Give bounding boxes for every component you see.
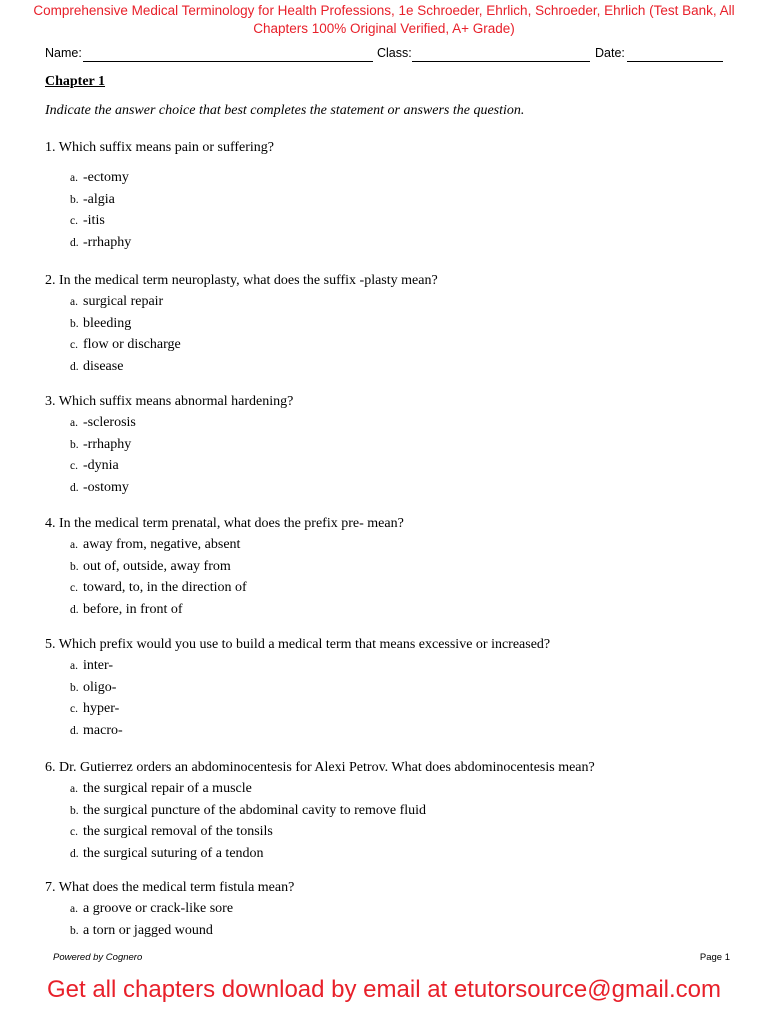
option-letter: a.: [70, 172, 78, 184]
option-letter: c.: [70, 339, 78, 352]
option-letter: d.: [70, 360, 79, 373]
option-letter: c.: [70, 460, 78, 473]
option-text: -itis: [83, 213, 105, 229]
question-text: 3. Which suffix means abnormal hardening?: [45, 394, 294, 409]
option-letter: a.: [70, 903, 78, 915]
option-letter: b.: [70, 924, 79, 937]
option-text: before, in front of: [83, 601, 183, 617]
question-item: [45, 272, 438, 379]
option-text: away from, negative, absent: [83, 537, 241, 552]
answer-option[interactable]: [45, 780, 595, 802]
answer-option[interactable]: [45, 601, 404, 623]
answer-option[interactable]: [45, 358, 438, 380]
option-text: disease: [83, 358, 124, 374]
option-text: toward, to, in the direction of: [83, 580, 247, 596]
option-text: inter-: [83, 658, 114, 673]
option-text: a torn or jagged wound: [83, 922, 213, 938]
question-text: 7. What does the medical term fistula mean?: [45, 880, 295, 895]
name-label: Name:: [45, 46, 82, 60]
option-text: the surgical suturing of a tendon: [83, 845, 264, 861]
answer-option[interactable]: [45, 700, 550, 722]
question-item: [45, 393, 293, 500]
answer-option[interactable]: [45, 845, 595, 867]
student-info-header: [45, 44, 725, 64]
page-number: Page 1: [699, 952, 730, 963]
question-item: [45, 636, 550, 743]
answer-option[interactable]: [45, 802, 595, 824]
answer-option[interactable]: [45, 657, 550, 679]
option-text: bleeding: [83, 315, 132, 331]
option-text: the surgical puncture of the abdominal cavity to remove fluid: [83, 802, 427, 818]
option-letter: c.: [70, 826, 78, 839]
answer-option[interactable]: [45, 922, 294, 944]
option-letter: a.: [70, 783, 78, 795]
answer-options: [45, 169, 274, 255]
answer-options: [45, 536, 404, 622]
answer-option[interactable]: [45, 679, 550, 701]
date-label: Date:: [595, 46, 625, 60]
option-letter: a.: [70, 417, 78, 429]
question-item: [45, 879, 294, 943]
chapter-title: Chapter 1: [45, 74, 106, 89]
option-text: -rrhaphy: [83, 234, 132, 250]
answer-option[interactable]: [45, 722, 550, 744]
answer-options: [45, 414, 293, 500]
option-text: flow or discharge: [83, 337, 181, 353]
answer-option[interactable]: [45, 479, 293, 501]
answer-option[interactable]: [45, 558, 404, 580]
option-text: -ectomy: [83, 170, 129, 185]
instructions: Indicate the answer choice that best completes the statement or answers the question.: [45, 103, 525, 118]
answer-options: [45, 780, 595, 866]
name-field-line[interactable]: [83, 61, 373, 62]
option-letter: b.: [70, 193, 79, 206]
question-item: [45, 759, 595, 866]
answer-option[interactable]: [45, 191, 274, 213]
option-text: the surgical repair of a muscle: [83, 781, 252, 796]
question-text: 6. Dr. Gutierrez orders an abdominocentesis for Alexi Petrov. What does abdominocentesis mean?: [45, 760, 595, 775]
answer-option[interactable]: [45, 212, 274, 234]
option-text: the surgical removal of the tonsils: [83, 824, 273, 840]
question-text: 5. Which prefix would you use to build a medical term that means excessive or increased?: [45, 637, 551, 652]
option-text: -algia: [83, 191, 115, 207]
question-item: [45, 515, 404, 622]
option-letter: d.: [70, 603, 79, 616]
powered-by: Powered by Cognero: [53, 952, 143, 963]
answer-options: [45, 293, 438, 379]
answer-option[interactable]: [45, 234, 274, 256]
option-text: -ostomy: [83, 479, 129, 495]
answer-option[interactable]: [45, 315, 438, 337]
question-text: 4. In the medical term prenatal, what does the prefix pre- mean?: [45, 516, 404, 531]
question-text: 1. Which suffix means pain or suffering?: [45, 140, 275, 155]
option-text: -dynia: [83, 458, 119, 474]
option-text: macro-: [83, 722, 123, 738]
option-letter: c.: [70, 582, 78, 595]
option-letter: c.: [70, 703, 78, 716]
option-text: oligo-: [83, 679, 117, 695]
option-text: surgical repair: [83, 294, 164, 309]
promo-banner-bottom: Get all chapters download by email at etutorsource@gmail.com: [46, 976, 721, 1003]
option-letter: c.: [70, 215, 78, 228]
answer-option[interactable]: [45, 579, 404, 601]
question-item: [45, 139, 274, 255]
answer-option[interactable]: [45, 336, 438, 358]
option-letter: d.: [70, 481, 79, 494]
option-text: -rrhaphy: [83, 436, 132, 452]
option-letter: a.: [70, 660, 78, 672]
option-text: out of, outside, away from: [83, 558, 231, 574]
answer-option[interactable]: [45, 436, 293, 458]
promo-banner-top: Comprehensive Medical Terminology for Health Professions, 1e Schroeder, Ehrlich, Schroeder, Ehrlich (Test Bank, All Chapters 100% Original Verified, A+ Grade): [33, 3, 735, 36]
answer-option[interactable]: [45, 169, 274, 191]
option-letter: b.: [70, 438, 79, 451]
option-letter: d.: [70, 847, 79, 860]
option-text: a groove or crack-like sore: [83, 901, 234, 916]
option-letter: b.: [70, 681, 79, 694]
answer-option[interactable]: [45, 823, 595, 845]
option-letter: a.: [70, 539, 78, 551]
answer-options: [45, 900, 294, 943]
option-text: -sclerosis: [83, 415, 136, 430]
class-label: Class:: [377, 46, 412, 60]
option-letter: b.: [70, 560, 79, 573]
answer-option[interactable]: [45, 414, 293, 436]
option-letter: b.: [70, 804, 79, 817]
answer-option[interactable]: [45, 457, 293, 479]
question-text: 2. In the medical term neuroplasty, what does the suffix -plasty mean?: [45, 273, 438, 288]
answer-options: [45, 657, 550, 743]
answer-option[interactable]: [45, 293, 438, 315]
class-field-line[interactable]: [412, 61, 590, 62]
option-letter: b.: [70, 317, 79, 330]
option-letter: a.: [70, 296, 78, 308]
option-letter: d.: [70, 236, 79, 249]
answer-option[interactable]: [45, 536, 404, 558]
option-letter: d.: [70, 724, 79, 737]
date-field-line[interactable]: [627, 61, 723, 62]
option-text: hyper-: [83, 701, 120, 717]
answer-option[interactable]: [45, 900, 294, 922]
